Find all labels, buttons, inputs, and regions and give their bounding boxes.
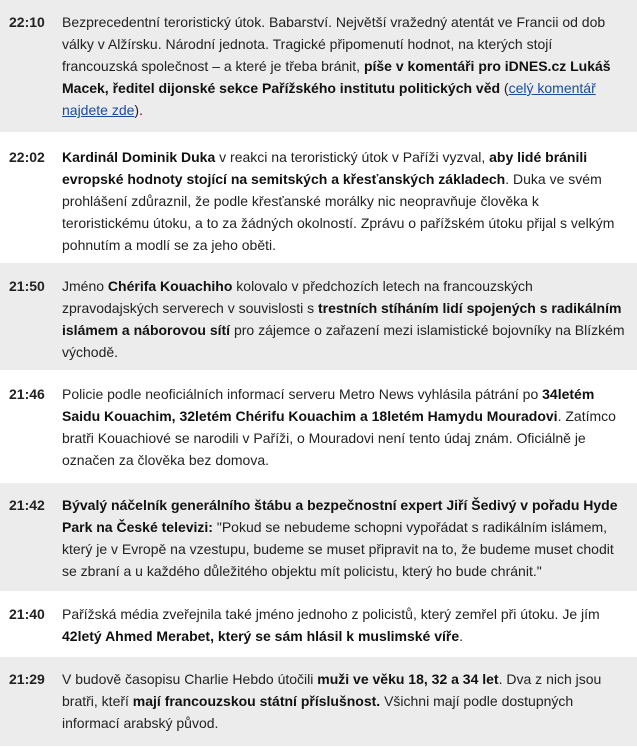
- bold-run: píše v komentáři pro iDNES.cz Lukáš Macek, ředitel dijonské sekce Pařížského institutu politických věd: [62, 58, 611, 96]
- entry-time: 22:10: [9, 14, 45, 30]
- bold-run: muži ve věku 18, 32 a 34 let: [317, 671, 499, 687]
- text-run: (: [500, 80, 509, 96]
- text-run: ).: [134, 102, 143, 118]
- bold-run: aby lidé bránili evropské hodnoty stojící na semitských a křesťanských základech: [62, 149, 588, 187]
- text-run: .: [459, 628, 464, 644]
- bold-run: mají francouzskou státní příslušnost.: [132, 693, 381, 709]
- entry-text: [62, 383, 637, 471]
- entry-text: [62, 146, 637, 256]
- full-commentary-link[interactable]: celý komentář najdete zde: [62, 80, 596, 118]
- bold-run: 42letý Ahmed Merabet, který se sám hlásil k muslimské víře: [62, 628, 460, 644]
- feed-entry: [0, 133, 637, 263]
- text-run: Jméno: [62, 278, 108, 294]
- bold-run: Chérifa Kouachiho: [107, 278, 233, 294]
- text-run: "Pokud se nebudeme schopni vypořádat s radikálním islámem, který je v Evropě na vzestupu, budeme se muset připravit na to, že budeme muset chodit se zbraní a u každého důležitého objektu mít policistu, který ho bude chránit.": [62, 519, 614, 579]
- text-run: Pařížská média zveřejnila také jméno jednoho z policistů, který zemřel při útoku. Je jím: [62, 606, 600, 622]
- entry-time: 21:46: [9, 386, 45, 402]
- entry-time: 21:29: [9, 671, 45, 687]
- feed-entry: [0, 657, 637, 747]
- bold-run: 34letém Saidu Kouachim, 32letém Chérifu Kouachim a 18letém Hamydu Mouradovi: [62, 386, 595, 424]
- entry-text: [62, 275, 637, 363]
- text-run: Všichni mají podle dostupných informací arabský původ.: [62, 693, 574, 731]
- text-run: . Zatímco bratři Kouachiové se narodili v Paříži, o Mouradovi není tento údaj znám. Oficiálně je označen za člověka bez domova.: [62, 408, 616, 468]
- text-run: V budově časopisu Charlie Hebdo útočili: [62, 671, 318, 687]
- text-run: Bezprecedentní teroristický útok. Babarství. Největší vražedný atentát ve Francii od dob války v Alžírsku. Národní jednota. Tragické připomenutí hodnot, na kterých stojí francouzská společnost – a které je třeba bránit,: [62, 14, 606, 74]
- feed-entry: [0, 592, 637, 657]
- text-run: kolovalo v předchozích letech na francouzských zpravodajských serverech v souvislosti s: [62, 278, 533, 316]
- text-run: v reakci na teroristický útok v Paříži vyzval,: [215, 149, 490, 165]
- text-run: pro zájemce o zařazení mezi islamistické bojovníky na Blízkém východě.: [62, 322, 625, 360]
- text-run: Policie podle neoficiálních informací serveru Metro News vyhlásila pátrání po: [62, 386, 543, 402]
- entry-time: 21:50: [9, 278, 45, 294]
- entry-text: [62, 494, 637, 582]
- entry-time: 22:02: [9, 149, 45, 165]
- entry-time: 21:40: [9, 606, 45, 622]
- bold-run: Bývalý náčelník generálního štábu a bezpečnostní expert Jiří Šedivý v pořadu Hyde Park na České televizi:: [62, 497, 618, 535]
- feed-entry: [0, 483, 637, 592]
- text-run: . Duka ve svém prohlášení zdůraznil, že podle křesťanské morálky nic neopravňuje člověka k teroristickému útoku, a to za žádných okolností. Zprávu o pařížském útoku přijal s velkým pohnutím a modlí se za jeho oběti.: [62, 171, 615, 253]
- bold-run: Kardinál Dominik Duka: [62, 149, 216, 165]
- feed-entry: [0, 263, 637, 371]
- feed-entry: [0, 371, 637, 483]
- entry-text: [62, 603, 637, 647]
- feed-entry: [0, 0, 637, 133]
- entry-time: 21:42: [9, 497, 45, 513]
- entry-text: [62, 668, 637, 734]
- entry-text: [62, 11, 637, 121]
- text-run: . Dva z nich jsou bratři, kteří: [62, 671, 602, 709]
- bold-run: trestních stíháním lidí spojených s radikálním islámem a náborovou sítí: [62, 300, 622, 338]
